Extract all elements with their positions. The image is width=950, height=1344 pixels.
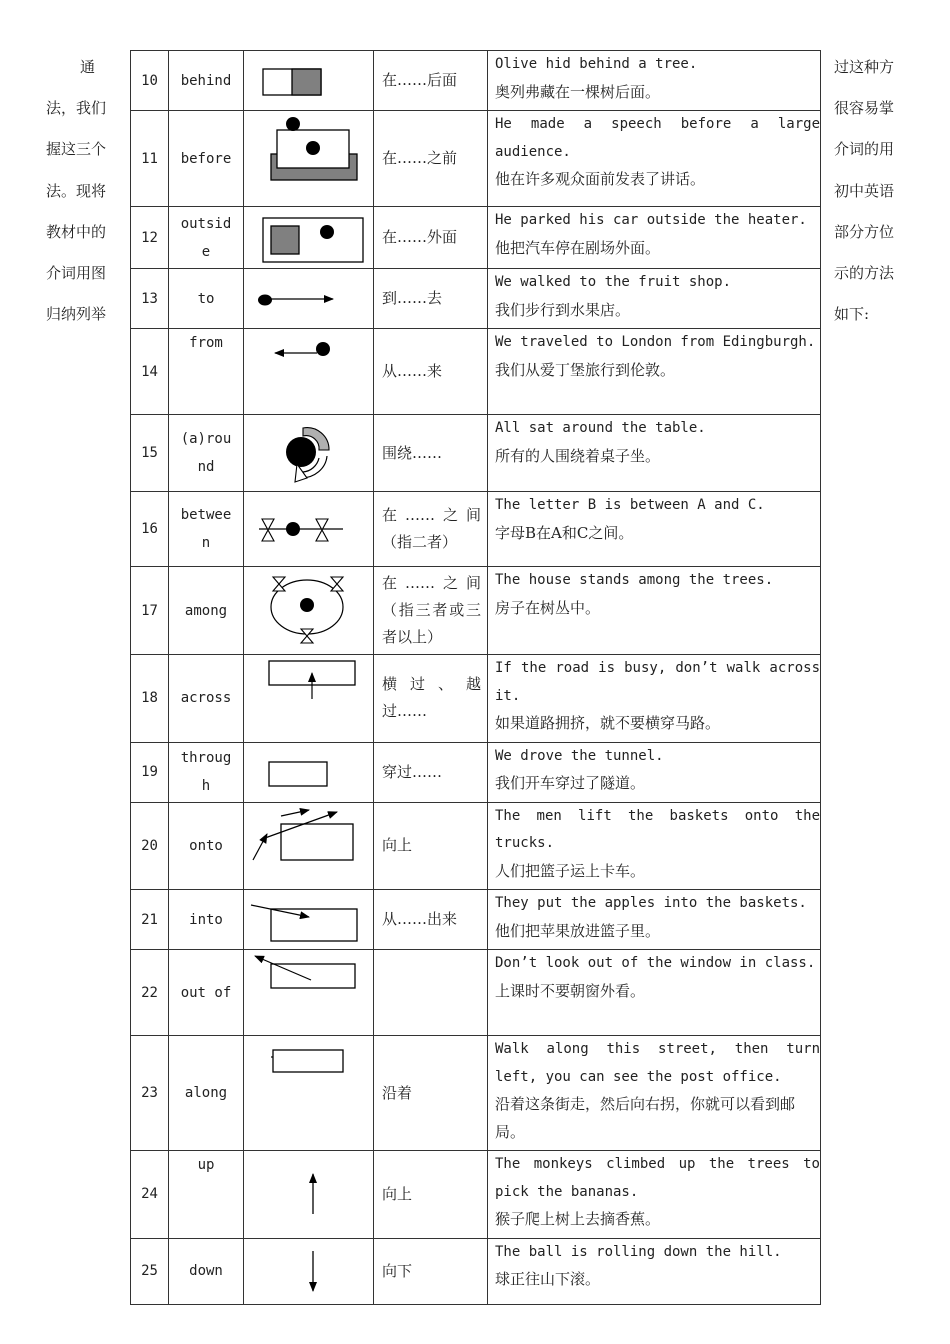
preposition-word: onto — [169, 802, 244, 890]
preposition-word: down — [169, 1238, 244, 1304]
example-chinese: 房子在树丛中。 — [495, 598, 601, 617]
preposition-word: up — [169, 1151, 244, 1239]
preposition-word: out of — [169, 950, 244, 1036]
table-row — [131, 1238, 821, 1304]
example-english: They put the apples into the baskets. — [495, 895, 807, 911]
meaning-text: 在……之间（指二者） — [374, 492, 488, 567]
table-row — [131, 269, 821, 329]
left-margin-line: 法，我们 — [46, 99, 107, 118]
example-english: The letter B is between A and C. — [495, 497, 765, 513]
outside-diagram-icon — [249, 210, 369, 266]
row-number: 11 — [131, 111, 169, 207]
through-diagram-icon — [249, 752, 369, 792]
preposition-word: between — [169, 492, 244, 567]
example-english: The house stands among the trees. — [495, 572, 774, 588]
example-chinese: 如果道路拥挤，就不要横穿马路。 — [495, 714, 721, 732]
example-chinese: 字母B在A和C之间。 — [495, 523, 634, 542]
arrow-left-icon — [249, 331, 369, 371]
row-number: 22 — [131, 950, 169, 1036]
preposition-word: along — [169, 1036, 244, 1151]
left-margin-line: 握这三个 — [46, 140, 107, 159]
right-margin-line: 示的方法 — [834, 264, 895, 283]
example-english: If the road is busy, don’t walk across it. — [495, 660, 820, 704]
preposition-word: (a)round — [169, 415, 244, 492]
row-number: 10 — [131, 51, 169, 111]
preposition-word: outside — [169, 207, 244, 269]
meaning-text: 横过、越过…… — [374, 655, 488, 743]
meaning-text: 沿着 — [374, 1036, 488, 1151]
row-number: 13 — [131, 269, 169, 329]
preposition-word: from — [169, 329, 244, 415]
example-chinese: 他把汽车停在剧场外面。 — [495, 238, 661, 257]
meaning-text: 在……后面 — [374, 51, 488, 111]
right-margin-line: 介词的用 — [834, 140, 895, 159]
right-margin-text — [834, 47, 914, 335]
along-diagram-icon — [249, 1046, 369, 1086]
right-margin-line: 很容易掌 — [834, 99, 895, 118]
example-chinese: 奥列弗藏在一棵树后面。 — [495, 82, 661, 101]
meaning-text: 向上 — [374, 802, 488, 890]
behind-diagram-icon — [249, 61, 369, 101]
example-english: He parked his car outside the heater. — [495, 212, 807, 228]
across-diagram-icon — [249, 659, 369, 705]
example-english: The monkeys climbed up the trees to pick the bananas. — [495, 1156, 820, 1200]
table-row — [131, 51, 821, 111]
row-number: 15 — [131, 415, 169, 492]
meaning-text: 从……出来 — [374, 890, 488, 950]
row-number: 18 — [131, 655, 169, 743]
into-diagram-icon — [249, 893, 369, 947]
right-margin-line: 初中英语 — [834, 181, 895, 200]
right-margin-line: 部分方位 — [834, 222, 895, 241]
table-row — [131, 415, 821, 492]
around-diagram-icon — [249, 422, 369, 484]
example-english: The men lift the baskets onto the trucks. — [495, 807, 820, 851]
table-row — [131, 329, 821, 415]
row-number: 17 — [131, 567, 169, 655]
meaning-text: 围绕…… — [374, 415, 488, 492]
among-diagram-icon — [249, 575, 369, 647]
row-number: 16 — [131, 492, 169, 567]
row-number: 24 — [131, 1151, 169, 1239]
preposition-word: among — [169, 567, 244, 655]
left-margin-line: 介词用图 — [46, 264, 107, 283]
table-row — [131, 802, 821, 890]
row-number: 19 — [131, 742, 169, 802]
row-number: 20 — [131, 802, 169, 890]
row-number: 12 — [131, 207, 169, 269]
preposition-word: into — [169, 890, 244, 950]
meaning-text: 到……去 — [374, 269, 488, 329]
row-number: 25 — [131, 1238, 169, 1304]
meaning-text: 在……之前 — [374, 111, 488, 207]
preposition-word: through — [169, 742, 244, 802]
left-margin-line: 通 — [80, 58, 96, 76]
arrow-right-icon — [249, 284, 369, 314]
row-number: 23 — [131, 1036, 169, 1151]
row-number: 21 — [131, 890, 169, 950]
table-row — [131, 1036, 821, 1151]
left-margin-line: 法。现将 — [46, 181, 107, 200]
example-english: He made a speech before a large audience. — [495, 116, 820, 160]
left-margin-text — [46, 47, 122, 335]
row-number: 14 — [131, 329, 169, 415]
example-chinese: 我们从爱丁堡旅行到伦敦。 — [495, 360, 676, 379]
preposition-word: behind — [169, 51, 244, 111]
example-chinese: 沿着这条街走，然后向右拐，你就可以看到邮局。 — [495, 1095, 796, 1141]
right-margin-line: 如下: — [834, 305, 870, 324]
example-chinese: 猴子爬上树上去摘香蕉。 — [495, 1210, 661, 1228]
example-chinese: 我们开车穿过了隧道。 — [495, 774, 646, 792]
left-margin-line: 归纳列举 — [46, 305, 107, 324]
meaning-text: 在……之间（指三者或三者以上） — [374, 567, 488, 655]
before-diagram-icon — [249, 114, 369, 204]
table-row — [131, 655, 821, 743]
between-diagram-icon — [249, 507, 369, 551]
meaning-text: 向上 — [374, 1151, 488, 1239]
arrow-up-icon — [249, 1172, 369, 1216]
example-english: Don’t look out of the window in class. — [495, 955, 816, 971]
preposition-word: across — [169, 655, 244, 743]
example-english: We walked to the fruit shop. — [495, 274, 732, 290]
preposition-word: to — [169, 269, 244, 329]
left-margin-line: 教材中的 — [46, 222, 107, 241]
example-chinese: 他在许多观众面前发表了讲话。 — [495, 170, 706, 188]
table-row — [131, 950, 821, 1036]
table-row — [131, 111, 821, 207]
table-row — [131, 492, 821, 567]
example-chinese: 所有的人围绕着桌子坐。 — [495, 446, 661, 465]
onto-diagram-icon — [249, 806, 369, 886]
example-english: We traveled to London from Edingburgh. — [495, 334, 816, 350]
table-row — [131, 567, 821, 655]
out-of-diagram-icon — [249, 950, 369, 1000]
meaning-text — [374, 950, 488, 1036]
table-row — [131, 890, 821, 950]
example-chinese: 上课时不要朝窗外看。 — [495, 981, 646, 1000]
preposition-word: before — [169, 111, 244, 207]
meaning-text: 向下 — [374, 1238, 488, 1304]
example-chinese: 我们步行到水果店。 — [495, 300, 631, 319]
right-margin-line: 过这种方 — [834, 58, 895, 76]
example-english: Walk along this street, then turn left, you can see the post office. — [495, 1041, 820, 1085]
example-english: Olive hid behind a tree. — [495, 56, 698, 72]
table-row — [131, 742, 821, 802]
example-chinese: 人们把篮子运上卡车。 — [495, 861, 646, 880]
meaning-text: 从……来 — [374, 329, 488, 415]
table-row — [131, 207, 821, 269]
example-english: The ball is rolling down the hill. — [495, 1243, 782, 1260]
preposition-table — [130, 50, 821, 1305]
table-row — [131, 1151, 821, 1239]
meaning-text: 穿过…… — [374, 742, 488, 802]
meaning-text: 在……外面 — [374, 207, 488, 269]
arrow-down-icon — [249, 1249, 369, 1293]
example-english: We drove the tunnel. — [495, 747, 664, 764]
example-english: All sat around the table. — [495, 420, 706, 436]
example-chinese: 球正往山下滚。 — [495, 1270, 601, 1288]
example-chinese: 他们把苹果放进篮子里。 — [495, 921, 661, 940]
